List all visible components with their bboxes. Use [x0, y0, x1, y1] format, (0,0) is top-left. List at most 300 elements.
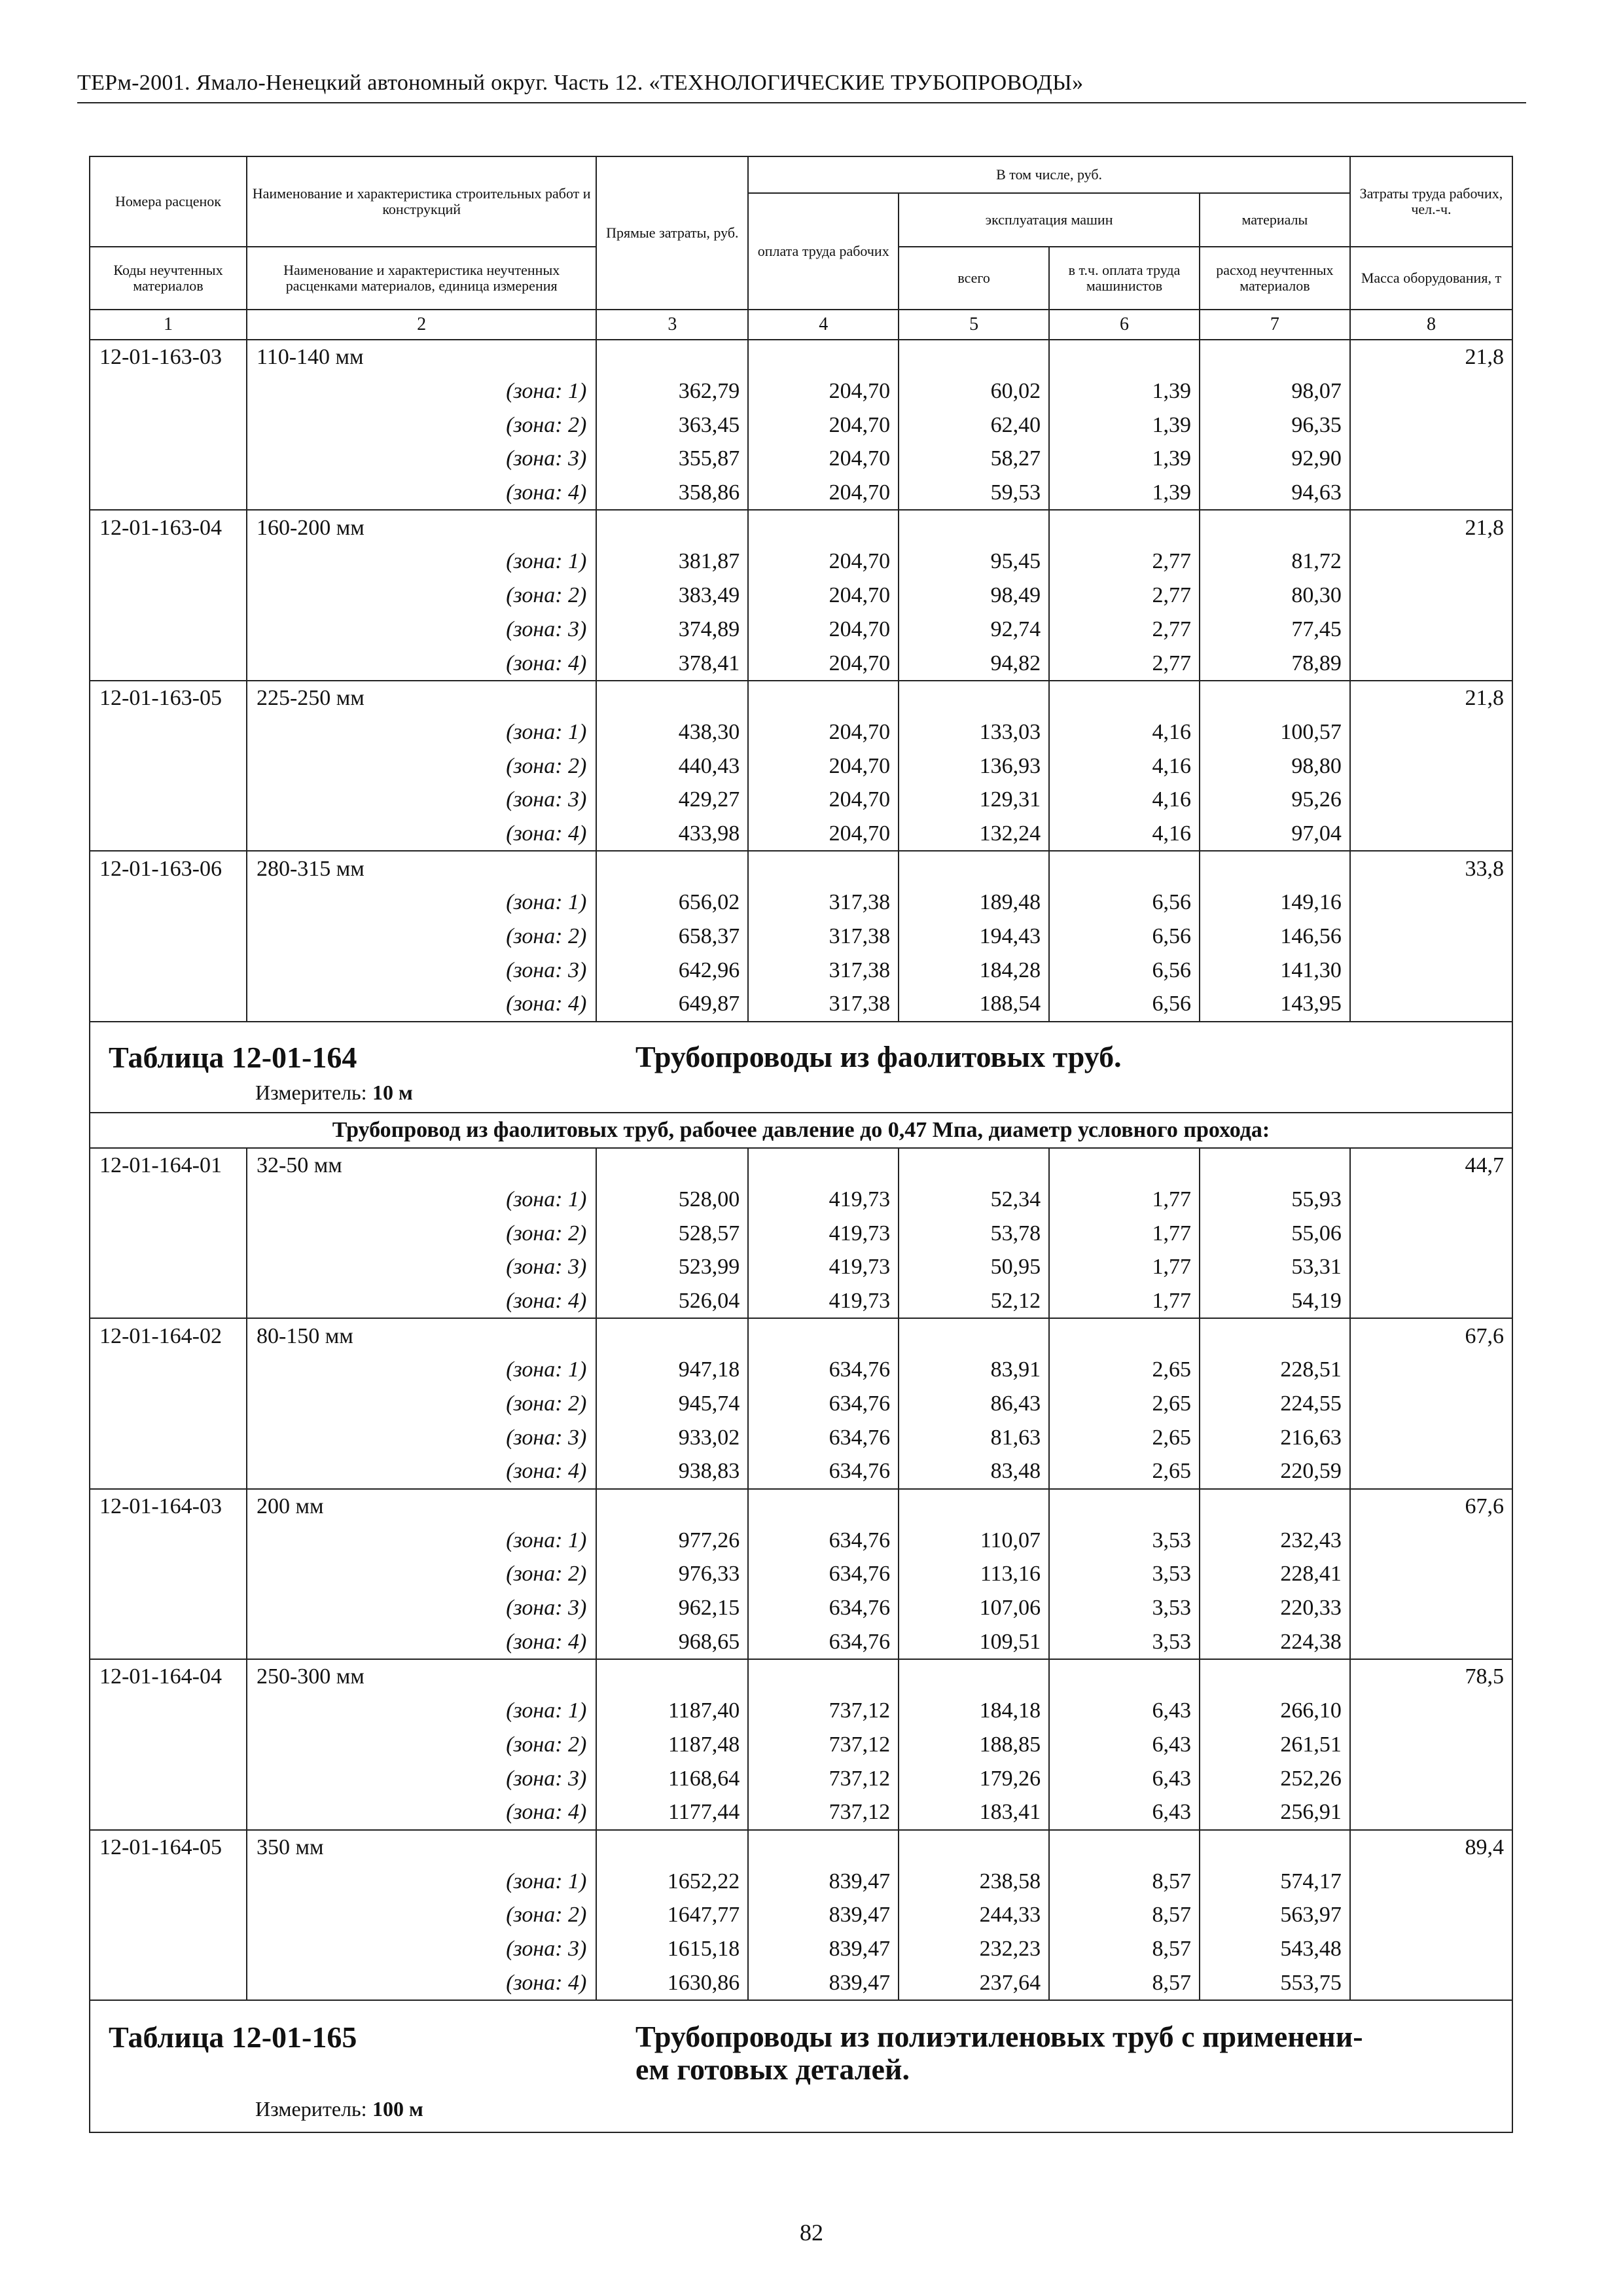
machines-cost: 83,48	[899, 1454, 1049, 1489]
zone-label: (зона: 2)	[247, 1898, 596, 1932]
table-164-heading	[90, 1022, 1512, 1148]
rate-code: 12-01-164-02	[90, 1318, 247, 1353]
zone-row	[90, 613, 1512, 647]
labor-cost: 204,70	[748, 749, 899, 783]
empty-cell	[90, 886, 247, 920]
empty-cell	[1350, 579, 1512, 613]
zone-label: (зона: 3)	[247, 1761, 596, 1795]
empty-cell	[1350, 1761, 1512, 1795]
direct-cost: 433,98	[596, 817, 748, 852]
empty-cell	[1049, 340, 1200, 374]
empty-cell	[90, 1250, 247, 1284]
machinist-labor-cost: 1,77	[1049, 1216, 1200, 1250]
header-incl: В том числе, руб.	[748, 156, 1350, 193]
empty-cell	[1200, 851, 1350, 886]
empty-cell	[748, 340, 899, 374]
zone-label: (зона: 4)	[247, 1795, 596, 1830]
direct-cost: 362,79	[596, 374, 748, 408]
zone-row	[90, 1624, 1512, 1659]
rate-code: 12-01-163-03	[90, 340, 247, 374]
direct-cost: 363,45	[596, 408, 748, 442]
direct-cost: 976,33	[596, 1557, 748, 1591]
empty-cell	[1200, 1148, 1350, 1183]
machinist-labor-cost: 1,77	[1049, 1284, 1200, 1319]
empty-cell	[90, 545, 247, 579]
empty-cell	[1350, 646, 1512, 681]
empty-cell	[90, 817, 247, 852]
table-body-164	[90, 1148, 1512, 2000]
empty-cell	[1350, 545, 1512, 579]
direct-cost: 649,87	[596, 987, 748, 1022]
machinist-labor-cost: 2,77	[1049, 579, 1200, 613]
machinist-labor-cost: 6,43	[1049, 1761, 1200, 1795]
labor-cost: 634,76	[748, 1387, 899, 1421]
zone-label: (зона: 2)	[247, 920, 596, 954]
materials-cost: 574,17	[1200, 1864, 1350, 1898]
machinist-labor-cost: 2,65	[1049, 1454, 1200, 1489]
table-164-measure-value: 10 м	[372, 1080, 413, 1104]
materials-cost: 81,72	[1200, 545, 1350, 579]
machines-cost: 58,27	[899, 442, 1049, 476]
machinist-labor-cost: 2,77	[1049, 646, 1200, 681]
table-165-name-line1: Трубопроводы из полиэтиленовых труб с применени-	[635, 2020, 1363, 2053]
zone-row	[90, 476, 1512, 511]
col-number: 8	[1350, 310, 1512, 340]
machines-cost: 183,41	[899, 1795, 1049, 1830]
empty-cell	[1049, 681, 1200, 715]
empty-cell	[90, 1795, 247, 1830]
machinist-labor-cost: 3,53	[1049, 1557, 1200, 1591]
direct-cost: 383,49	[596, 579, 748, 613]
empty-cell	[90, 1523, 247, 1557]
rate-name: 250-300 мм	[247, 1659, 596, 1694]
empty-cell	[1350, 1795, 1512, 1830]
empty-cell	[899, 851, 1049, 886]
empty-cell	[90, 1932, 247, 1966]
header-materials: материалы	[1200, 193, 1350, 247]
empty-cell	[90, 1728, 247, 1762]
direct-cost: 933,02	[596, 1420, 748, 1454]
zone-row	[90, 545, 1512, 579]
empty-cell	[1350, 817, 1512, 852]
zone-label: (зона: 4)	[247, 476, 596, 511]
zone-label: (зона: 4)	[247, 1284, 596, 1319]
machines-cost: 232,23	[899, 1932, 1049, 1966]
empty-cell	[90, 1898, 247, 1932]
empty-cell	[596, 1148, 748, 1183]
labor-cost: 204,70	[748, 715, 899, 749]
machines-cost: 132,24	[899, 817, 1049, 852]
empty-cell	[1350, 1183, 1512, 1217]
materials-cost: 252,26	[1200, 1761, 1350, 1795]
machines-cost: 113,16	[899, 1557, 1049, 1591]
labor-cost: 204,70	[748, 442, 899, 476]
machinist-labor-cost: 3,53	[1049, 1591, 1200, 1625]
empty-cell	[1049, 1659, 1200, 1694]
direct-cost: 1187,48	[596, 1728, 748, 1762]
zone-row	[90, 886, 1512, 920]
zone-label: (зона: 2)	[247, 1557, 596, 1591]
empty-cell	[90, 1591, 247, 1625]
zone-row	[90, 1761, 1512, 1795]
zone-label: (зона: 2)	[247, 408, 596, 442]
empty-cell	[1200, 1318, 1350, 1353]
col-number: 3	[596, 310, 748, 340]
machines-cost: 81,63	[899, 1420, 1049, 1454]
empty-cell	[1350, 715, 1512, 749]
materials-cost: 543,48	[1200, 1932, 1350, 1966]
table-165-name-line2: ем готовых деталей.	[635, 2053, 910, 2086]
direct-cost: 962,15	[596, 1591, 748, 1625]
machines-cost: 238,58	[899, 1864, 1049, 1898]
labor-hours: 21,8	[1350, 340, 1512, 374]
labor-cost: 634,76	[748, 1624, 899, 1659]
labor-cost: 737,12	[748, 1728, 899, 1762]
zone-label: (зона: 1)	[247, 1353, 596, 1387]
empty-cell	[1200, 1489, 1350, 1524]
empty-cell	[1350, 783, 1512, 817]
machines-cost: 62,40	[899, 408, 1049, 442]
direct-cost: 1615,18	[596, 1932, 748, 1966]
rate-group-row	[90, 851, 1512, 886]
materials-cost: 224,55	[1200, 1387, 1350, 1421]
header-col3: Прямые затраты, руб.	[596, 156, 748, 310]
table-165-measure-value: 100 м	[372, 2097, 423, 2121]
header-materials-bottom: расход неучтенных материалов	[1200, 247, 1350, 310]
machines-cost: 188,85	[899, 1728, 1049, 1762]
empty-cell	[1200, 681, 1350, 715]
table-164-measure-label: Измеритель:	[255, 1080, 367, 1104]
zone-label: (зона: 1)	[247, 1523, 596, 1557]
materials-cost: 216,63	[1200, 1420, 1350, 1454]
zone-label: (зона: 4)	[247, 987, 596, 1022]
labor-hours: 67,6	[1350, 1489, 1512, 1524]
empty-cell	[90, 476, 247, 511]
empty-cell	[90, 715, 247, 749]
machinist-labor-cost: 3,53	[1049, 1523, 1200, 1557]
zone-label: (зона: 3)	[247, 613, 596, 647]
machines-cost: 184,28	[899, 953, 1049, 987]
machinist-labor-cost: 6,43	[1049, 1795, 1200, 1830]
machinist-labor-cost: 2,65	[1049, 1387, 1200, 1421]
zone-label: (зона: 1)	[247, 374, 596, 408]
labor-cost: 317,38	[748, 953, 899, 987]
rate-name: 280-315 мм	[247, 851, 596, 886]
machinist-labor-cost: 2,77	[1049, 613, 1200, 647]
empty-cell	[90, 1694, 247, 1728]
empty-cell	[596, 681, 748, 715]
empty-cell	[90, 783, 247, 817]
empty-cell	[1350, 442, 1512, 476]
machinist-labor-cost: 6,56	[1049, 987, 1200, 1022]
page-number: 82	[800, 2219, 823, 2246]
empty-cell	[90, 1761, 247, 1795]
empty-cell	[90, 953, 247, 987]
machines-cost: 136,93	[899, 749, 1049, 783]
labor-cost: 204,70	[748, 374, 899, 408]
labor-cost: 839,47	[748, 1932, 899, 1966]
zone-label: (зона: 1)	[247, 1694, 596, 1728]
table-164-name: Трубопроводы из фаолитовых труб.	[635, 1040, 1122, 1074]
zone-row	[90, 646, 1512, 681]
direct-cost: 1652,22	[596, 1864, 748, 1898]
machinist-labor-cost: 4,16	[1049, 817, 1200, 852]
rate-name: 160-200 мм	[247, 510, 596, 545]
machines-cost: 86,43	[899, 1387, 1049, 1421]
empty-cell	[596, 1830, 748, 1865]
rate-code: 12-01-164-05	[90, 1830, 247, 1865]
machinist-labor-cost: 1,39	[1049, 374, 1200, 408]
col-number: 5	[899, 310, 1049, 340]
zone-row	[90, 1898, 1512, 1932]
empty-cell	[1350, 1353, 1512, 1387]
empty-cell	[748, 851, 899, 886]
zone-label: (зона: 3)	[247, 1250, 596, 1284]
empty-cell	[1350, 1898, 1512, 1932]
direct-cost: 1177,44	[596, 1795, 748, 1830]
rate-group-row	[90, 1489, 1512, 1524]
rate-group-row	[90, 510, 1512, 545]
header-col1-bottom: Коды неучтенных материалов	[90, 247, 247, 310]
machines-cost: 109,51	[899, 1624, 1049, 1659]
labor-cost: 204,70	[748, 817, 899, 852]
materials-cost: 95,26	[1200, 783, 1350, 817]
empty-cell	[596, 340, 748, 374]
zone-label: (зона: 3)	[247, 1420, 596, 1454]
zone-row	[90, 1932, 1512, 1966]
empty-cell	[899, 681, 1049, 715]
labor-hours: 89,4	[1350, 1830, 1512, 1865]
empty-cell	[90, 1183, 247, 1217]
direct-cost: 440,43	[596, 749, 748, 783]
col-number: 1	[90, 310, 247, 340]
empty-cell	[90, 374, 247, 408]
zone-label: (зона: 3)	[247, 442, 596, 476]
empty-cell	[90, 987, 247, 1022]
materials-cost: 232,43	[1200, 1523, 1350, 1557]
col-number: 4	[748, 310, 899, 340]
machinist-labor-cost: 1,39	[1049, 442, 1200, 476]
empty-cell	[748, 1659, 899, 1694]
empty-cell	[1350, 1624, 1512, 1659]
machinist-labor-cost: 4,16	[1049, 783, 1200, 817]
materials-cost: 143,95	[1200, 987, 1350, 1022]
empty-cell	[1200, 340, 1350, 374]
header-col2-bottom: Наименование и характеристика неучтенных расценками материалов, единица измерения	[247, 247, 596, 310]
zone-label: (зона: 1)	[247, 545, 596, 579]
zone-label: (зона: 4)	[247, 1624, 596, 1659]
rate-name: 200 мм	[247, 1489, 596, 1524]
machinist-labor-cost: 2,77	[1049, 545, 1200, 579]
materials-cost: 553,75	[1200, 1965, 1350, 2000]
rate-name: 80-150 мм	[247, 1318, 596, 1353]
zone-row	[90, 1795, 1512, 1830]
empty-cell	[1350, 1250, 1512, 1284]
rate-code: 12-01-164-03	[90, 1489, 247, 1524]
rate-name: 350 мм	[247, 1830, 596, 1865]
labor-cost: 737,12	[748, 1761, 899, 1795]
machines-cost: 188,54	[899, 987, 1049, 1022]
col-number: 7	[1200, 310, 1350, 340]
machinist-labor-cost: 4,16	[1049, 715, 1200, 749]
machines-cost: 52,34	[899, 1183, 1049, 1217]
machines-cost: 52,12	[899, 1284, 1049, 1319]
table-body-163	[90, 340, 1512, 1022]
direct-cost: 658,37	[596, 920, 748, 954]
labor-cost: 204,70	[748, 646, 899, 681]
machinist-labor-cost: 1,39	[1049, 408, 1200, 442]
labor-hours: 21,8	[1350, 510, 1512, 545]
materials-cost: 77,45	[1200, 613, 1350, 647]
col-number: 6	[1049, 310, 1200, 340]
machinist-labor-cost: 6,56	[1049, 920, 1200, 954]
zone-row	[90, 1557, 1512, 1591]
materials-cost: 220,33	[1200, 1591, 1350, 1625]
empty-cell	[596, 1659, 748, 1694]
machinist-labor-cost: 8,57	[1049, 1932, 1200, 1966]
materials-cost: 78,89	[1200, 646, 1350, 681]
empty-cell	[90, 613, 247, 647]
empty-cell	[1350, 476, 1512, 511]
zone-label: (зона: 1)	[247, 1864, 596, 1898]
empty-cell	[90, 1284, 247, 1319]
empty-cell	[1049, 851, 1200, 886]
machines-cost: 92,74	[899, 613, 1049, 647]
machinist-labor-cost: 1,39	[1049, 476, 1200, 511]
zone-label: (зона: 2)	[247, 1387, 596, 1421]
header-machines: эксплуатация машин	[899, 193, 1200, 247]
empty-cell	[899, 340, 1049, 374]
labor-hours: 78,5	[1350, 1659, 1512, 1694]
empty-cell	[1350, 920, 1512, 954]
direct-cost: 945,74	[596, 1387, 748, 1421]
empty-cell	[1350, 1557, 1512, 1591]
materials-cost: 149,16	[1200, 886, 1350, 920]
empty-cell	[596, 1318, 748, 1353]
empty-cell	[1350, 1932, 1512, 1966]
machinist-labor-cost: 6,43	[1049, 1728, 1200, 1762]
zone-row	[90, 817, 1512, 852]
zone-label: (зона: 2)	[247, 579, 596, 613]
zone-row	[90, 1728, 1512, 1762]
table-165-label: Таблица 12-01-165	[109, 2020, 357, 2054]
zone-row	[90, 1284, 1512, 1319]
labor-cost: 634,76	[748, 1557, 899, 1591]
direct-cost: 374,89	[596, 613, 748, 647]
labor-cost: 204,70	[748, 783, 899, 817]
machines-cost: 59,53	[899, 476, 1049, 511]
rate-group-row	[90, 1830, 1512, 1865]
table-165-measure-label: Измеритель:	[255, 2097, 367, 2121]
zone-row	[90, 987, 1512, 1022]
empty-cell	[1350, 1284, 1512, 1319]
empty-cell	[1200, 510, 1350, 545]
machinist-labor-cost: 3,53	[1049, 1624, 1200, 1659]
machinist-labor-cost: 8,57	[1049, 1898, 1200, 1932]
direct-cost: 378,41	[596, 646, 748, 681]
empty-cell	[1049, 1318, 1200, 1353]
materials-cost: 80,30	[1200, 579, 1350, 613]
materials-cost: 220,59	[1200, 1454, 1350, 1489]
materials-cost: 228,51	[1200, 1353, 1350, 1387]
machines-cost: 60,02	[899, 374, 1049, 408]
empty-cell	[899, 1318, 1049, 1353]
materials-cost: 97,04	[1200, 817, 1350, 852]
empty-cell	[748, 1489, 899, 1524]
machines-cost: 133,03	[899, 715, 1049, 749]
labor-cost: 634,76	[748, 1523, 899, 1557]
machinist-labor-cost: 6,56	[1049, 886, 1200, 920]
zone-row	[90, 1216, 1512, 1250]
labor-hours: 67,6	[1350, 1318, 1512, 1353]
zone-label: (зона: 3)	[247, 1932, 596, 1966]
empty-cell	[596, 1489, 748, 1524]
empty-cell	[90, 1420, 247, 1454]
labor-cost: 204,70	[748, 476, 899, 511]
labor-cost: 419,73	[748, 1250, 899, 1284]
zone-row	[90, 953, 1512, 987]
empty-cell	[1350, 1591, 1512, 1625]
machines-cost: 129,31	[899, 783, 1049, 817]
machines-cost: 95,45	[899, 545, 1049, 579]
direct-cost: 523,99	[596, 1250, 748, 1284]
zone-row	[90, 579, 1512, 613]
rate-code: 12-01-163-04	[90, 510, 247, 545]
empty-cell	[748, 681, 899, 715]
labor-hours: 33,8	[1350, 851, 1512, 886]
empty-cell	[899, 1830, 1049, 1865]
empty-cell	[90, 1624, 247, 1659]
materials-cost: 96,35	[1200, 408, 1350, 442]
labor-cost: 839,47	[748, 1965, 899, 2000]
zone-row	[90, 1183, 1512, 1217]
materials-cost: 92,90	[1200, 442, 1350, 476]
zone-row	[90, 715, 1512, 749]
labor-cost: 204,70	[748, 579, 899, 613]
direct-cost: 1630,86	[596, 1965, 748, 2000]
zone-row	[90, 1523, 1512, 1557]
zone-row	[90, 783, 1512, 817]
labor-cost: 419,73	[748, 1183, 899, 1217]
labor-cost: 317,38	[748, 886, 899, 920]
rate-group-row	[90, 340, 1512, 374]
machinist-labor-cost: 2,65	[1049, 1353, 1200, 1387]
empty-cell	[90, 579, 247, 613]
rate-code: 12-01-163-06	[90, 851, 247, 886]
empty-cell	[1350, 1216, 1512, 1250]
table-164-label: Таблица 12-01-164	[109, 1041, 357, 1075]
col-number: 2	[247, 310, 596, 340]
empty-cell	[596, 510, 748, 545]
machines-cost: 107,06	[899, 1591, 1049, 1625]
rate-code: 12-01-163-05	[90, 681, 247, 715]
machines-cost: 179,26	[899, 1761, 1049, 1795]
zone-row	[90, 1387, 1512, 1421]
machines-cost: 244,33	[899, 1898, 1049, 1932]
materials-cost: 98,80	[1200, 749, 1350, 783]
empty-cell	[1350, 1523, 1512, 1557]
zone-label: (зона: 4)	[247, 646, 596, 681]
labor-cost: 419,73	[748, 1284, 899, 1319]
machinist-labor-cost: 1,77	[1049, 1250, 1200, 1284]
empty-cell	[1350, 613, 1512, 647]
zone-label: (зона: 2)	[247, 1216, 596, 1250]
empty-cell	[1350, 1694, 1512, 1728]
direct-cost: 1168,64	[596, 1761, 748, 1795]
empty-cell	[748, 1148, 899, 1183]
empty-cell	[90, 408, 247, 442]
machinist-labor-cost: 8,57	[1049, 1965, 1200, 2000]
